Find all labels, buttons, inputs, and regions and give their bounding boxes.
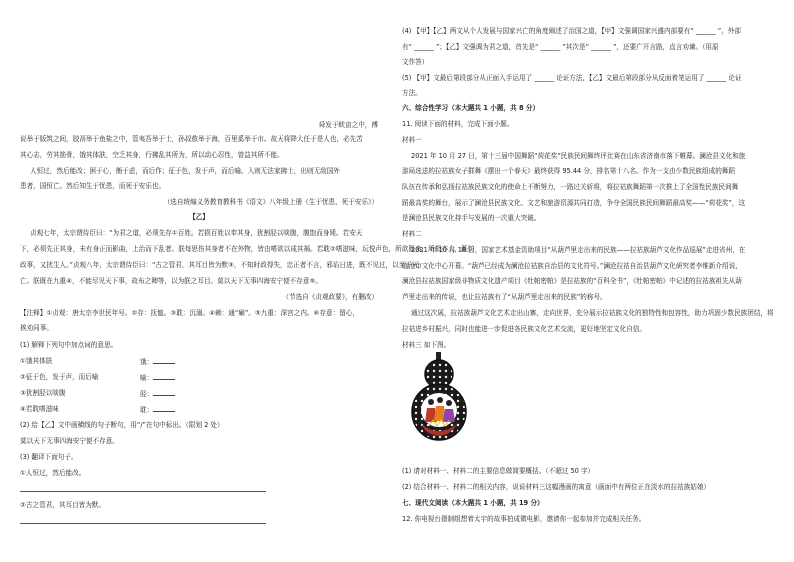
answer-row xyxy=(140,389,220,399)
answer-row xyxy=(140,357,220,367)
answer-line[interactable] xyxy=(20,523,266,524)
question-item: ①人恒过，然后能改。 xyxy=(20,469,86,477)
question-line: (4) 【甲】【乙】两文从个人发展与国家兴亡的角度阐述了治国之道，【甲】文强调国家兴盛内部要有“ ______ ”，外部 xyxy=(402,27,741,35)
passage-line: 说举于版筑之间，胶鬲举于鱼盐之中，管夷吾举于士，孙叔敖举于海，百里奚举于市。故天将降大任于是人也，必先苦 xyxy=(20,135,363,143)
material-text: 蹈最高奖的舞台，展示了澜沧县民族文化、文艺和旅游资源共同打造，争夺全国民族民间舞蹈最高奖——“荷花奖”，这 xyxy=(402,199,746,207)
material-text: 临沧市文化中心开幕。“葫芦已经成为澜沧拉祜族自治县的文化符号。”澜沧拉祜自治县葫芦文化研究者李维新介绍说， xyxy=(402,262,742,270)
question: 11. 阅读下面的材料，完成下面小题。 xyxy=(402,120,514,128)
answer-blank[interactable] xyxy=(153,405,175,412)
answer-blank[interactable] xyxy=(153,373,175,380)
passage-source: （选自统编义务教育教科书《语文》八年级上册《生于忧患，死于安乐》） xyxy=(163,198,378,206)
question-sentence: 莫以天下无事四海安宁便不存意。 xyxy=(20,437,119,445)
passage-line: 亡。朕既在九重④，不能尽见天下事，故布之卿等，以为朕之耳目。莫以天下无事四海安宁便不存意⑤。 xyxy=(20,277,322,285)
question: (2) 结合材料一、材料二的相关内容，说说材料三这幅漫画的寓意（画面中有两位正在淡水的拉祜族姑娘） xyxy=(402,483,711,491)
passage-line: 下，必须先正其身，未有身正而影曲，上治而下乱者。朕每思伤其身者不在外物，皆由嗜欲以成其祸。若耽②嗜滋味，玩悦声色，所欲既多，所损亦大，既妨 xyxy=(20,245,475,253)
right-column xyxy=(397,0,794,562)
material-label: 材料二 xyxy=(402,230,422,238)
material-text: 芦里走出来的传说，也让拉祜族有了“从葫芦里走出来的民族”的称号。 xyxy=(402,293,607,301)
figure-head xyxy=(437,397,443,403)
question-line: 有“ ______ ”；【乙】文强调为君之道，首先是“ ______ ”其次是“ ______ ”，还要广开言路，直言劝谏。（用原 xyxy=(402,43,719,51)
section-heading: 六、综合性学习（本大题共 1 小题，共 8 分） xyxy=(402,104,540,112)
passage-line: 患者，国恒亡。然后知生于忧患，而死于安乐也。 xyxy=(20,182,166,190)
question: (1) 请对材料一、材料二的主要信息做简要概括。（不超过 50 字） xyxy=(402,467,595,475)
passage-line: 政事，又扰生人。”贞观八年，太宗谓侍臣曰：“古之管君，其耳目皆为默③，不知时政得失，忠正者不言，邪谄日进，既不见过，以至于灭 xyxy=(20,261,419,269)
passage-line: 舜发于畎亩之中，傅 xyxy=(318,121,378,129)
material-label: 材料一 xyxy=(402,136,422,144)
answer-row xyxy=(140,405,220,415)
material-text: 通过这次展，拉祜族葫芦文化艺术走出山寨，走向世界，充分展示拉祜族文化的独特性和包容性，助力巩固少数民族团结，将 xyxy=(411,309,774,317)
question-line: 文作答） xyxy=(402,58,429,66)
passage-line: 人恒过，然后能改；困于心，衡于虑，而后作；征于色，发于声，而后喻。入则无法家拂士，出则无敌国外 xyxy=(30,167,340,175)
answer-key: 饿： xyxy=(140,358,154,366)
passage-line: 其心志，劳其筋骨，饿其体肤，空乏其身，行拂乱其所为，所以动心忍性，曾益其所不能。 xyxy=(20,151,284,159)
answer-key: 喻： xyxy=(140,374,154,382)
question: (1) 解释下列句中加点词的意思。 xyxy=(20,341,118,349)
question-item: ③犹割胫以啖腹 xyxy=(20,389,66,397)
material-text: 2021 年 10 月 18 日，国家艺术基金资助项目“从葫芦里走出来的民族——拉祜族葫芦文化作品巡展”走进省州，在 xyxy=(411,246,746,254)
material-text: 游局选送的拉祜族女子群舞《摆出一个春天》最终获得 95.44 分，排名第十八名。作为一支由少数民族组成的舞蹈 xyxy=(402,167,735,175)
answer-blank[interactable] xyxy=(153,357,175,364)
question-item: ②征于色，发于声，而后喻 xyxy=(20,373,99,381)
question-line: (5) 【甲】文最后第段部分从正面入手运用了 ______ 论证方法，【乙】文最后第段部分从反面着笔运用了 ______ 论证 xyxy=(402,74,742,82)
passage-heading: 【乙】 xyxy=(189,213,209,221)
question: 12. 你电视台摄制组想着太宇的故事拍成微电影，邀请你一起参加并完成相关任务。 xyxy=(402,515,646,523)
figure-head xyxy=(428,399,434,405)
question-line: 方法。 xyxy=(402,89,422,97)
material-text: 澜沧县拉祜族国家级非物质文化遗产项目《牡帕密帕》是拉祜族的“百科全书”，《牡帕密帕》中记述的拉祜族祖先从葫 xyxy=(402,277,742,285)
answer-row xyxy=(140,373,220,383)
gourd-illustration xyxy=(407,350,471,446)
material-text: 是澜沧县民族文化持手与发展的一次重大突破。 xyxy=(402,214,541,222)
annotation: 【注释】①贞观：唐太宗李世民年号。②存：抚恤。③耽：沉溺。④赖：通“癞”。⑤九重：深宫之内。⑥存意：留心， xyxy=(20,309,360,317)
annotation: 挨劝同事。 xyxy=(20,324,53,332)
material-text: 队伍在传承和弘扬拉祜族民族文化的使命上不断努力，一路过关斩将，将拉祜族舞蹈第一次推上了全国性民族民间舞 xyxy=(402,183,739,191)
material-label: 材料三 如下图。 xyxy=(402,341,451,349)
question-item: ②古之管君，其耳目皆为默。 xyxy=(20,501,106,509)
passage-source: （节选自《贞观政要》，有删改） xyxy=(282,293,378,301)
answer-line[interactable] xyxy=(20,491,266,492)
section-heading: 七、现代文阅读（本大题共 1 小题，共 19 分） xyxy=(402,499,544,507)
answer-blank[interactable] xyxy=(153,389,175,396)
question-item: ④若耽嗜滋味 xyxy=(20,405,59,413)
answer-key: 胫： xyxy=(140,390,154,398)
answer-key: 耽： xyxy=(140,406,154,414)
question: (2) 给【乙】文中画横线的句子断句，用“/”在句中标出。（限划 2 处） xyxy=(20,421,224,429)
material-text: 2021 年 10 月 27 日，第十三届中国舞蹈“荷花奖”民族民间舞终评比赛在山东省济南市落下帷幕。澜沧县文化和旅 xyxy=(411,152,746,160)
question: (3) 翻译下面句子。 xyxy=(20,453,78,461)
figure-head xyxy=(446,400,452,406)
material-text: 拉祜进乡村振兴，同时也能进一步促进各民族文化艺术交流，更好地坚定文化自信。 xyxy=(402,325,646,333)
passage-line: 贞观七年，太宗谓侍臣曰：“为君之道，必须先存①百姓。若损百姓以奉其身，犹割胫以啖腹，腹饱而身毙。若安天 xyxy=(30,229,363,237)
question-item: ①饿其体肤 xyxy=(20,357,53,365)
